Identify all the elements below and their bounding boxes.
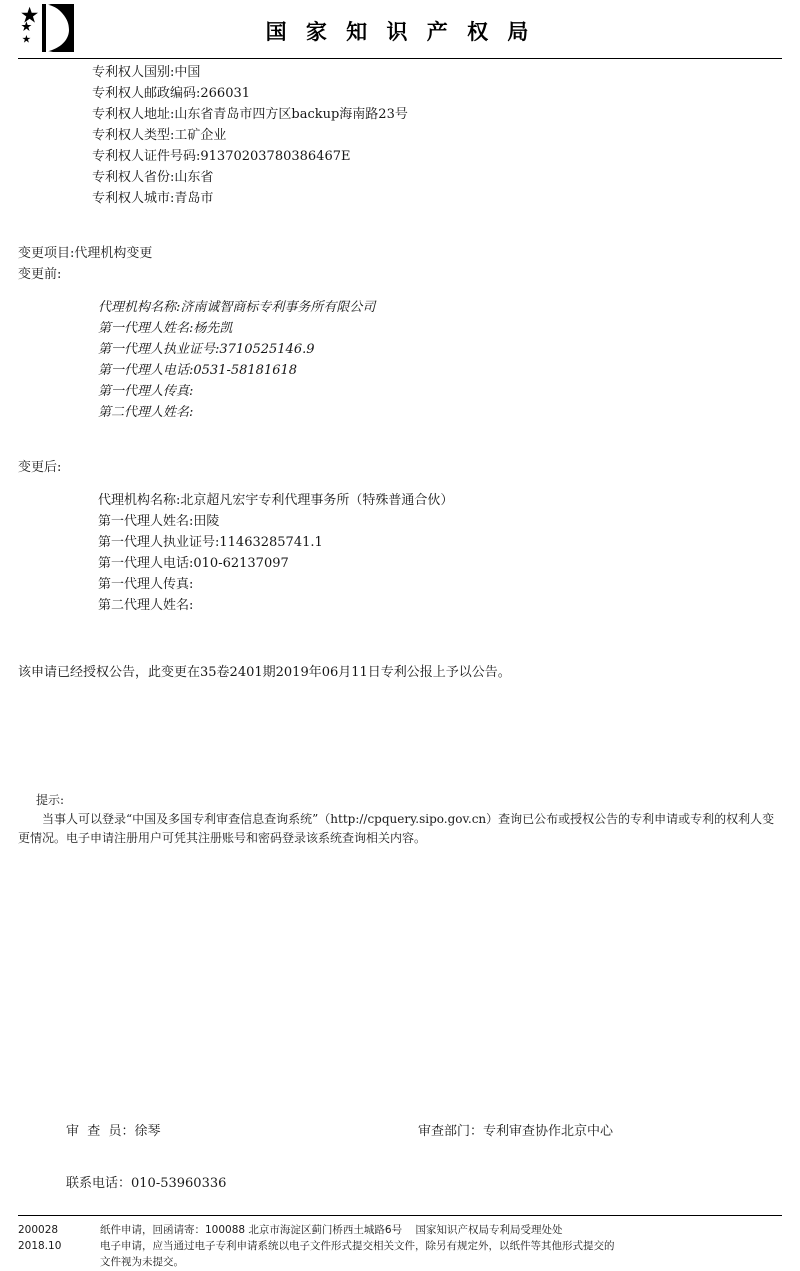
announcement-text: 该申请已经授权公告，此变更在35卷2401期2019年06月11日专利公报上予以公告。 (18, 665, 511, 680)
examiner-field (66, 1120, 161, 1139)
department-label: 审查部门： (418, 1124, 484, 1139)
signature-block (0, 1120, 800, 1191)
after-field: 第一代理人执业证号:11463285741.1 (98, 535, 323, 550)
before-field: 第二代理人姓名: (98, 405, 194, 420)
form-code (18, 1222, 98, 1254)
patentee-field: 专利权人类型:工矿企业 (92, 128, 227, 143)
patentee-field: 专利权人地址:山东省青岛市四方区backup海南路23号 (92, 107, 408, 122)
page-title: 国 家 知 识 产 权 局 (265, 19, 535, 44)
footer-text (100, 1222, 784, 1270)
spacer (0, 209, 800, 243)
change-before-label: 变更前: (18, 267, 62, 282)
before-field: 代理机构名称:济南诚智商标专利事务所有限公司 (98, 300, 376, 315)
change-item-label: 变更项目:代理机构变更 (18, 246, 153, 261)
patentee-field: 专利权人国别:中国 (92, 65, 201, 80)
footer-line-3: 文件视为未提交。 (100, 1256, 184, 1268)
change-after-label: 变更后: (18, 460, 62, 475)
patentee-field: 专利权人城市:青岛市 (92, 191, 214, 206)
patentee-field: 专利权人邮政编码:266031 (92, 86, 251, 101)
form-code-date: 2018.10 (18, 1240, 62, 1252)
department-name: 专利审查协作北京中心 (483, 1124, 614, 1139)
document-header (0, 0, 800, 58)
spacer (0, 616, 800, 662)
footer-line-2: 电子申请，应当通过电子专利申请系统以电子文件形式提交相关文件，除另有规定外，以纸件等其他形式提交的 (100, 1240, 615, 1252)
document-body (0, 62, 800, 848)
after-field: 第二代理人姓名: (98, 598, 194, 613)
examiner-name: 徐琴 (134, 1124, 161, 1139)
department-field (418, 1120, 613, 1139)
contact-tel-label: 联系电话： (66, 1176, 132, 1191)
spacer (0, 423, 800, 457)
form-code-number: 200028 (18, 1224, 59, 1236)
examiner-label: 审 查 员： (66, 1124, 135, 1139)
before-field: 第一代理人传真: (98, 384, 194, 399)
contact-tel-value: 010-53960336 (131, 1176, 227, 1191)
notice-body: 当事人可以登录“中国及多国专利审查信息查询系统”（http://cpquery.sipo.gov.cn）查询已公布或授权公告的专利申请或专利的权利人变更情况。电子申请注册用户可凭其注册账号和密码登录该系统查询相关内容。 (18, 812, 775, 845)
patentee-field: 专利权人省份:山东省 (92, 170, 214, 185)
after-field: 第一代理人姓名:田陵 (98, 514, 220, 529)
spacer (0, 478, 800, 490)
before-field: 第一代理人电话:0531-58181618 (98, 363, 298, 378)
footer-divider (18, 1215, 782, 1216)
after-field: 第一代理人电话:010-62137097 (98, 556, 289, 571)
footer-line-1: 纸件申请，回函请寄：100088 北京市海淀区蓟门桥西土城路6号 国家知识产权局专利局受理处处 (100, 1224, 563, 1236)
spacer (0, 285, 800, 297)
spacer (0, 683, 800, 791)
patentee-field: 专利权人证件号码:91370203780386467E (92, 149, 351, 164)
header-divider (18, 58, 782, 59)
after-field: 第一代理人传真: (98, 577, 194, 592)
contact-tel-field (66, 1172, 226, 1191)
before-field: 第一代理人执业证号:3710525146.9 (98, 342, 315, 357)
notice-title: 提示: (36, 793, 65, 807)
before-field: 第一代理人姓名:杨先凯 (98, 321, 233, 336)
after-field: 代理机构名称:北京超凡宏宇专利代理事务所（特殊普通合伙） (98, 493, 454, 508)
